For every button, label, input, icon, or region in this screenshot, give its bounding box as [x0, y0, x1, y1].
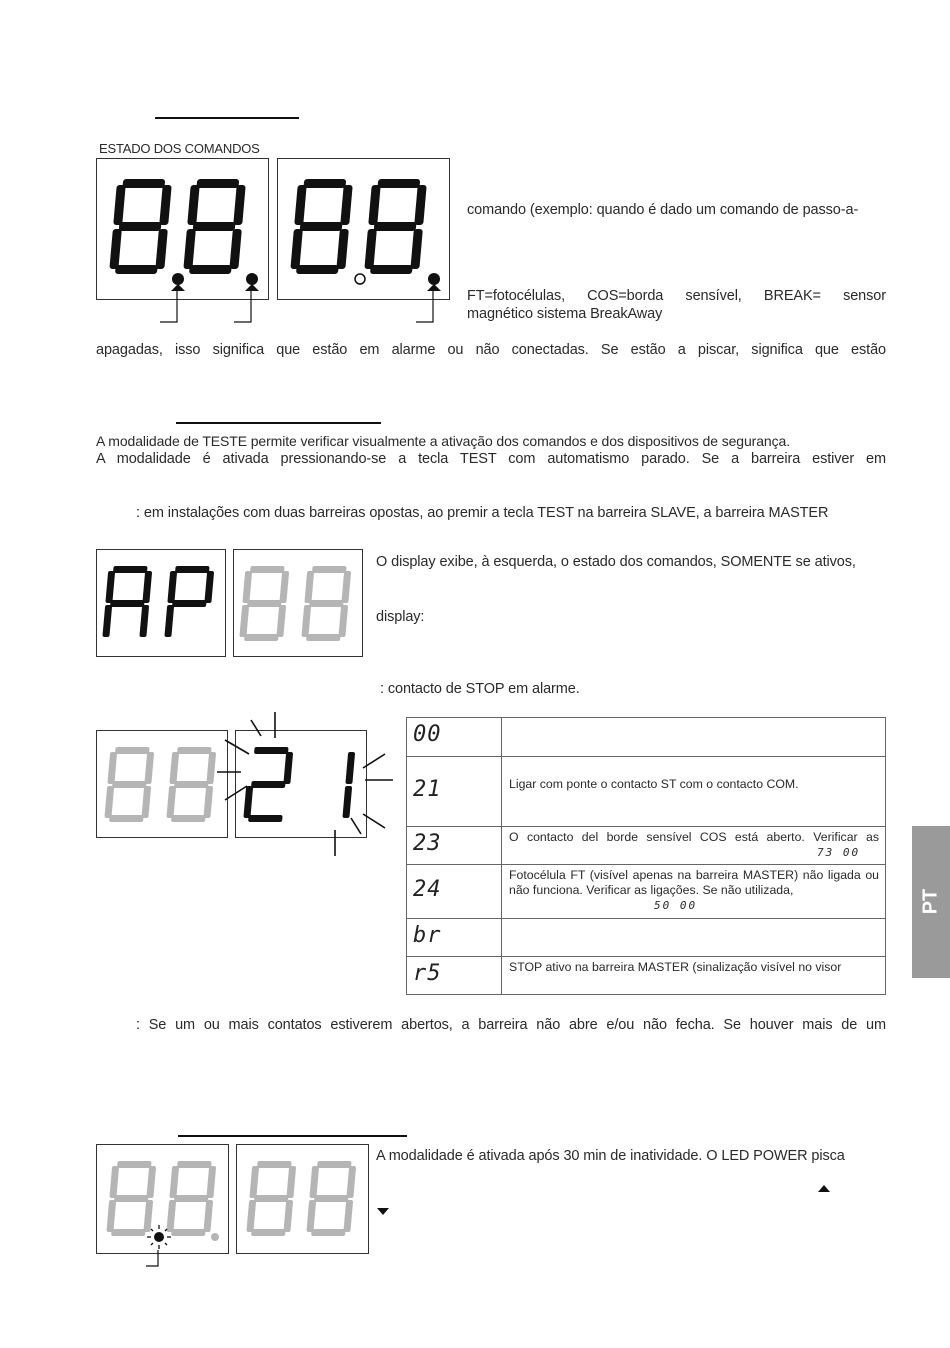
section1-label: ESTADO DOS COMANDOS [99, 141, 260, 156]
table-row [407, 957, 886, 995]
section2-line1: A modalidade de TESTE permite verificar visualmente a ativação dos comandos e dos dispositivos de segurança. [96, 433, 790, 449]
blink-rays [215, 710, 395, 860]
power-led-icon [154, 1232, 164, 1242]
display-alarm-left [96, 730, 228, 838]
code-cell: r5 [413, 961, 442, 986]
seven-segment-AP [97, 550, 225, 656]
seven-segment-88-dim [234, 550, 362, 656]
seven-segment-88-standby-2 [237, 1145, 368, 1253]
section4-title-rule [178, 1135, 407, 1137]
display-test-left [96, 549, 226, 657]
standby-pointer-line [140, 1250, 170, 1270]
section2-display-text-1: O display exibe, à esquerda, o estado dos comandos, SOMENTE se ativos, [376, 554, 856, 570]
seven-segment-88-dots [97, 159, 268, 299]
section2-title-rule [176, 422, 381, 424]
section4-text: A modalidade é ativada após 30 min de inatividade. O LED POWER pisca [376, 1148, 845, 1164]
code-cell: 00 [413, 722, 442, 747]
section1-text-full: apagadas, isso significa que estão em alarme ou não conectadas. Se estão a piscar, significa que estão [96, 342, 886, 358]
desc-cell [502, 919, 886, 957]
table-row [407, 718, 886, 757]
table-row [407, 827, 886, 865]
section2-display-text-2: display: [376, 609, 425, 625]
code-cell: 24 [413, 877, 442, 902]
terminal-ref: 73 00 [817, 846, 861, 859]
section1-text-right-2b: magnético sistema BreakAway [467, 306, 663, 322]
terminal-ref: 50 00 [654, 899, 698, 912]
table-row [407, 757, 886, 827]
section1-title-rule [155, 117, 299, 119]
seven-segment-88-standby [97, 1145, 228, 1253]
section2-line2: A modalidade é ativada pressionando-se a tecla TEST com automatismo parado. Se a barreira estiver em [96, 451, 886, 467]
seven-segment-88-dots-2 [278, 159, 449, 299]
display-standby-right [236, 1144, 369, 1254]
desc-cell: Ligar com ponte o contacto ST com o contacto COM. [502, 757, 886, 827]
code-cell: br [413, 923, 442, 948]
language-tab [912, 826, 950, 978]
desc-cell: STOP ativo na barreira MASTER (sinalização visível no visor [502, 957, 886, 995]
display-1-right [277, 158, 450, 300]
pointer-lines [150, 285, 450, 325]
display-1-left [96, 158, 269, 300]
desc-cell: Fotocélula FT (visível apenas na barreira MASTER) não ligada ou não funciona. Verificar as ligações. Se não utilizada, [509, 868, 879, 897]
table-row [407, 919, 886, 957]
section2-note: : em instalações com duas barreiras opostas, ao premir a tecla TEST na barreira SLAVE, a barreira MASTER [136, 505, 829, 521]
section2-stop-text: : contacto de STOP em alarme. [380, 681, 580, 697]
display-test-right [233, 549, 363, 657]
up-arrow-icon [817, 1184, 831, 1194]
seven-segment-88-dim-2 [97, 731, 227, 837]
section1-text-right-2a: FT=fotocélulas, COS=borda sensível, BREAK= sensor [467, 288, 886, 304]
down-arrow-icon [376, 1207, 390, 1217]
section1-text-right-1: comando (exemplo: quando é dado um comando de passo-a- [467, 202, 859, 218]
code-cell: 23 [413, 831, 442, 856]
display-standby-left [96, 1144, 229, 1254]
section3-note: : Se um ou mais contatos estiverem abertos, a barreira não abre e/ou não fecha. Se houver mais de um [136, 1017, 886, 1033]
code-cell: 21 [413, 777, 442, 802]
language-tab-label: PT [919, 888, 942, 915]
desc-cell: O contacto del borde sensível COS está aberto. Verificar as [509, 830, 879, 844]
codes-table [406, 717, 886, 995]
desc-cell [502, 718, 886, 757]
table-row [407, 865, 886, 919]
